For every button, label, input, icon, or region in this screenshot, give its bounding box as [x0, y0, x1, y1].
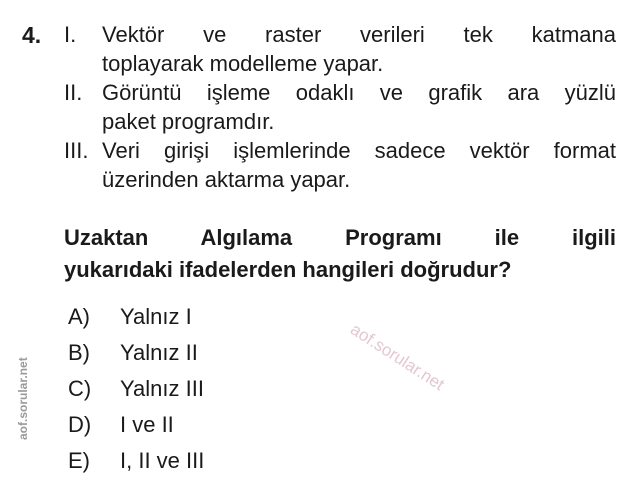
question-number: 4. [22, 22, 42, 48]
statement-text-line2: toplayarak modelleme yapar. [102, 51, 384, 76]
option-text: Yalnız I [120, 304, 192, 329]
option-letter: A) [68, 304, 90, 329]
option-e[interactable] [68, 446, 204, 476]
statement-number: II. [64, 80, 83, 105]
option-letter: B) [68, 340, 90, 365]
watermark-diagonal: aof.sorular.net [347, 319, 448, 395]
option-letter: D) [68, 412, 92, 437]
statement-text-line1: Vektör ve raster verileri tek katmana [102, 22, 616, 47]
statement-3 [64, 136, 616, 194]
question-stem [64, 222, 616, 286]
option-d[interactable] [68, 410, 174, 440]
option-text: I, II ve III [120, 448, 205, 473]
option-letter: E) [68, 448, 90, 473]
option-a[interactable] [68, 302, 192, 332]
option-text: Yalnız III [120, 376, 204, 401]
statement-text-line2: üzerinden aktarma yapar. [102, 167, 351, 192]
statement-text-line2: paket programdır. [102, 109, 275, 134]
statement-number: III. [64, 138, 89, 163]
option-text: Yalnız II [120, 340, 198, 365]
option-letter: C) [68, 376, 92, 401]
option-b[interactable] [68, 338, 198, 368]
question-stem-line1: Uzaktan Algılama Programı ile ilgili [64, 225, 616, 250]
statement-text-line1: Görüntü işleme odaklı ve grafik ara yüzlü [102, 80, 616, 105]
statement-text-line1: Veri girişi işlemlerinde sadece vektör format [102, 138, 616, 163]
watermark-side: aof.sorular.net [16, 357, 30, 440]
statement-2 [64, 78, 616, 136]
option-c[interactable] [68, 374, 204, 404]
option-text: I ve II [120, 412, 174, 437]
statement-number: I. [64, 22, 77, 47]
statement-1 [64, 20, 616, 78]
question-stem-line2: yukarıdaki ifadelerden hangileri doğrudur? [64, 257, 512, 282]
